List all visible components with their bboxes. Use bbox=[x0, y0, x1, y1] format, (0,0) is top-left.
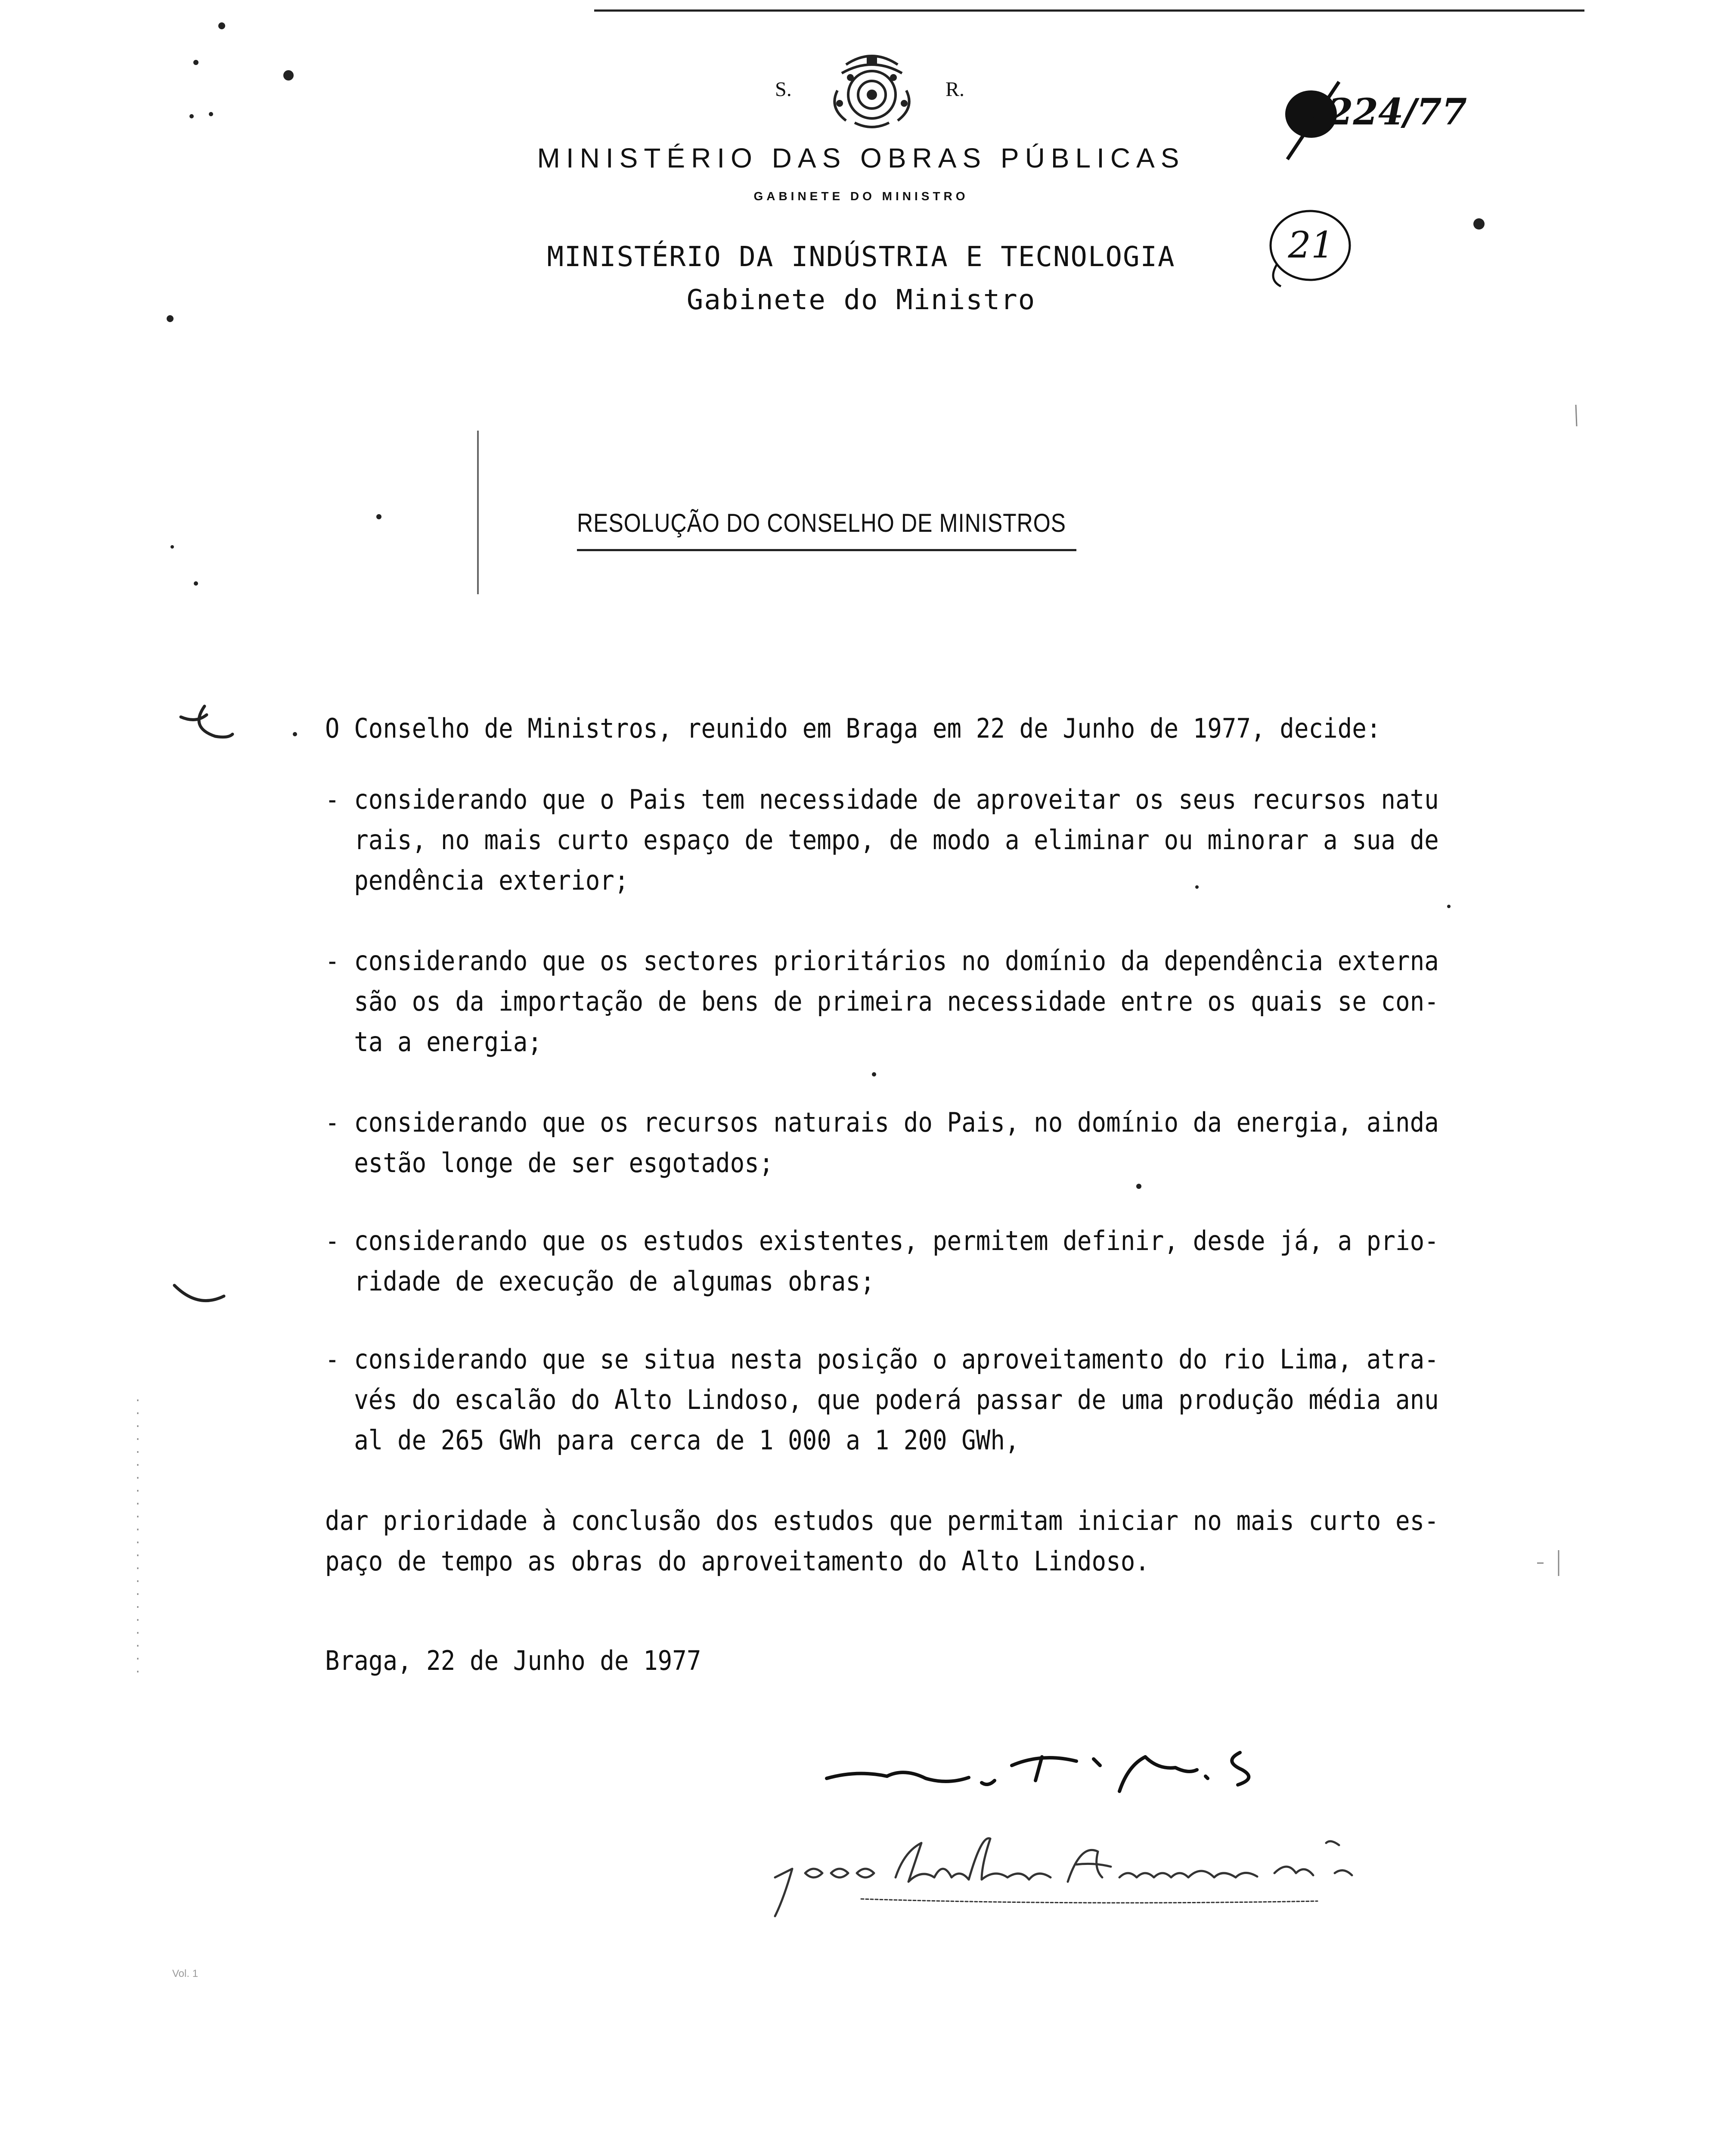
text-line: - considerando que se situa nesta posição o aproveitamento do rio Lima, atra- bbox=[325, 1343, 1439, 1375]
text-line: - considerando que os estudos existentes, permitem definir, desde já, a prio- bbox=[325, 1225, 1439, 1256]
resolution-title: RESOLUÇÃO DO CONSELHO DE MINISTROS bbox=[577, 509, 1066, 537]
top-rule bbox=[594, 9, 1584, 12]
ministry-public-works-cabinet: GABINETE DO MINISTRO bbox=[753, 189, 969, 203]
text-line: ridade de execução de algumas obras; bbox=[325, 1266, 875, 1297]
consideration-2 bbox=[325, 941, 1439, 1062]
circled-number: 21 bbox=[1288, 224, 1334, 266]
ministry-industry-heading: MINISTÉRIO DA INDÚSTRIA E TECNOLOGIA bbox=[547, 241, 1175, 273]
consideration-4 bbox=[325, 1221, 1439, 1302]
handwritten-reference-number: - 224/77 bbox=[1300, 90, 1467, 133]
footer-mark: Vol. 1 bbox=[172, 1968, 198, 1979]
text-line: dar prioridade à conclusão dos estudos que permitam iniciar no mais curto es- bbox=[325, 1505, 1439, 1536]
text-line: - considerando que os sectores prioritários no domínio da dependência externa bbox=[325, 945, 1439, 977]
consideration-3 bbox=[325, 1102, 1439, 1183]
crest-right-letter: R. bbox=[946, 78, 965, 101]
text-line: são os da importação de bens de primeira necessidade entre os quais se con- bbox=[325, 986, 1439, 1017]
text-line: - considerando que os recursos naturais do Pais, no domínio da energia, ainda bbox=[325, 1107, 1439, 1138]
consideration-5 bbox=[325, 1339, 1439, 1461]
margin-rule bbox=[477, 431, 479, 594]
text-line: paço de tempo as obras do aproveitamento do Alto Lindoso. bbox=[325, 1545, 1150, 1577]
text-line: estão longe de ser esgotados; bbox=[325, 1147, 774, 1179]
text-line: - considerando que o Pais tem necessidade de aproveitar os seus recursos natu bbox=[325, 784, 1439, 815]
text-line: al de 265 GWh para cerca de 1 000 a 1 200 GWh, bbox=[325, 1424, 1020, 1456]
text-line: ta a energia; bbox=[325, 1026, 542, 1058]
title-underline bbox=[577, 549, 1076, 551]
signature-2-icon bbox=[766, 1826, 1404, 1920]
dateline: Braga, 22 de Junho de 1977 bbox=[325, 1645, 701, 1676]
coat-of-arms-icon bbox=[820, 47, 924, 133]
conclusion-paragraph bbox=[325, 1501, 1439, 1582]
consideration-1 bbox=[325, 779, 1439, 901]
crest-left-letter: S. bbox=[775, 78, 792, 101]
text-line: vés do escalão do Alto Lindoso, que poderá passar de uma produção média anu bbox=[325, 1384, 1439, 1415]
ministry-industry-cabinet: Gabinete do Ministro bbox=[686, 284, 1036, 316]
signature-1-icon bbox=[818, 1727, 1274, 1813]
text-line: pendência exterior; bbox=[325, 865, 629, 896]
ministry-public-works-heading: MINISTÉRIO DAS OBRAS PÚBLICAS bbox=[537, 143, 1185, 174]
text-line: rais, no mais curto espaço de tempo, de modo a eliminar ou minorar a sua de bbox=[325, 824, 1439, 856]
intro-paragraph: O Conselho de Ministros, reunido em Braga em 22 de Junho de 1977, decide: bbox=[325, 713, 1381, 744]
